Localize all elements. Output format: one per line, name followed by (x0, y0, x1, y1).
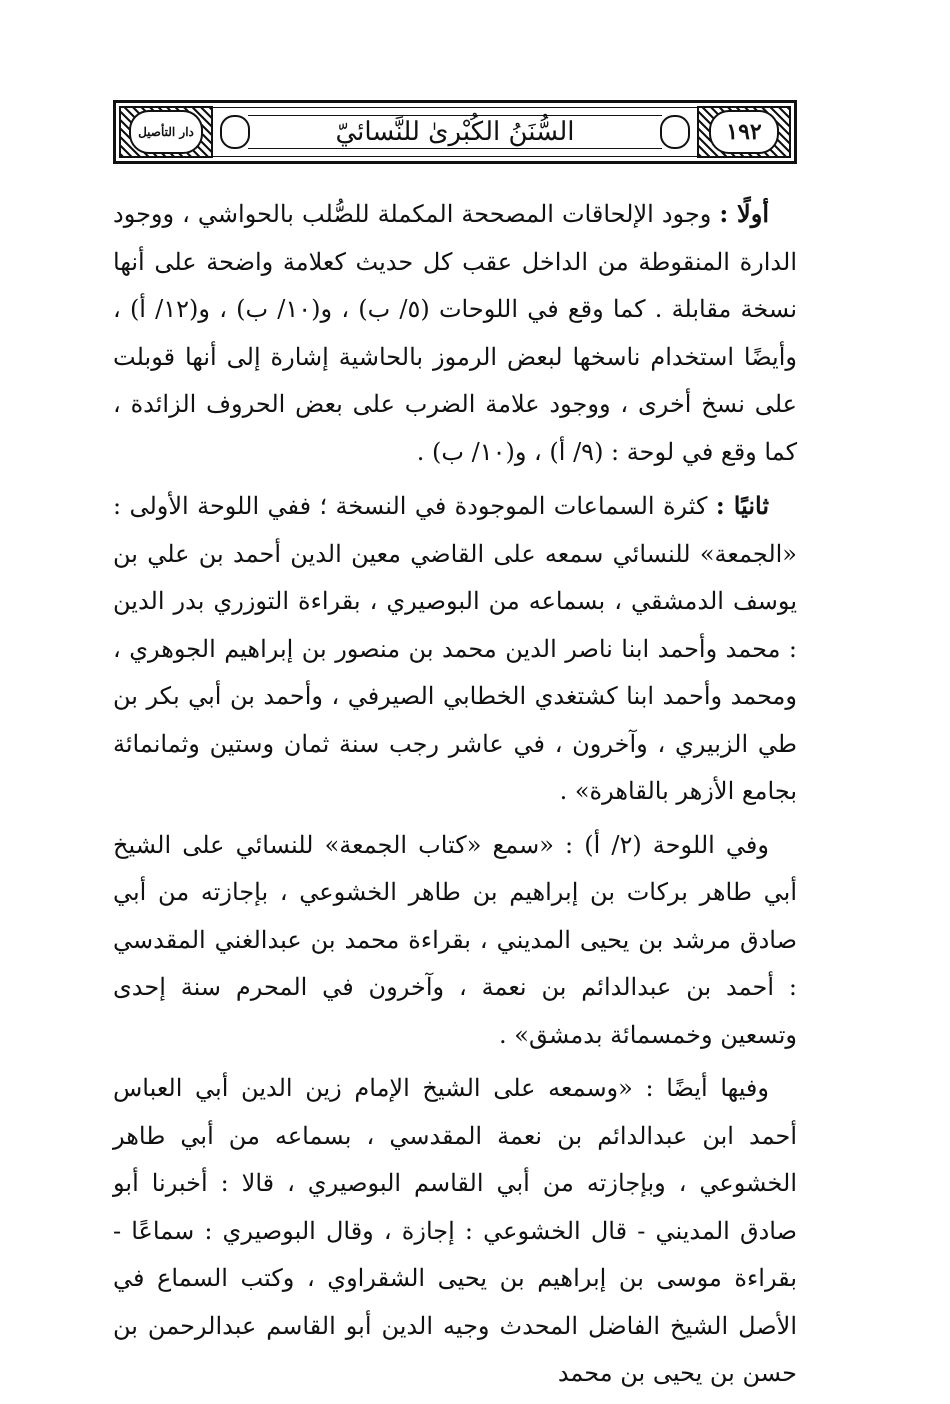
paragraph-text: وفي اللوحة (٢/ أ) : «سمع «كتاب الجمعة» للنسائي على الشيخ أبي طاهر بركات بن إبراهيم بن طاهر الخشوعي ، بإجازته من أبي صادق مرشد بن يحيى المديني ، بقراءة محمد بن عبدالغني المقدسي : أحمد بن عبدالدائم بن نعمة ، وآخرون في المحرم سنة إحدى وتسعين وخمسمائة بدمشق» . (113, 830, 797, 1049)
book-title: السُّنَنُ الكُبْرىٰ للنَّسائيّ (335, 117, 575, 147)
scroll-ornament-left-icon (220, 115, 250, 149)
page-header (113, 100, 797, 164)
paragraph-3 (113, 822, 797, 1060)
paragraph-4 (113, 1065, 797, 1398)
paragraph-1 (113, 190, 797, 476)
paragraph-text: وجود الإلحاقات المصححة المكملة للصُّلب بالحواشي ، ووجود الدارة المنقوطة من الداخل عقب كل حديث كعلامة واضحة على أنها نسخة مقابلة . كما وقع في اللوحات (٥/ ب) ، و(١٠/ ب) ، و(١٢/ أ) ، وأيضًا استخدام ناسخها لبعض الرموز بالحاشية إشارة إلى أنها قوبلت على نسخ أخرى ، ووجود علامة الضرب على بعض الحروف الزائدة ، كما وقع في لوحة : (٩/ أ) ، و(١٠/ ب) . (113, 200, 798, 466)
page-body (113, 190, 797, 1404)
paragraph-lead: أولًا : (719, 199, 769, 228)
scroll-ornament-right-icon (660, 115, 690, 149)
paragraph-2 (113, 482, 797, 816)
page-number: ١٩٢ (709, 110, 779, 154)
ornament-right (697, 106, 791, 158)
paragraph-text: كثرة السماعات الموجودة في النسخة ؛ ففي اللوحة الأولى : «الجمعة» للنسائي سمعه على القاضي معين الدين أحمد بن علي بن يوسف الدمشقي ، بسماعه من البوصيري ، بقراءة التوزري بدر الدين : محمد وأحمد ابنا ناصر الدين محمد بن منصور بن إبراهيم الجوهري ، ومحمد وأحمد ابنا كشتغدي الخطابي الصيرفي ، وأحمد بن أبي بكر بن طي الزبيري ، وآخرون ، في عاشر رجب سنة ثمان وستين وثمانمائة بجامع الأزهر بالقاهرة» . (113, 492, 797, 805)
paragraph-lead: ثانيًا : (715, 491, 769, 520)
ornament-left (119, 106, 213, 158)
publisher-logo: دار التأصيل (129, 110, 203, 154)
paragraph-text: وفيها أيضًا : «وسمعه على الشيخ الإمام زين الدين أبي العباس أحمد ابن عبدالدائم بن نعمة المقدسي ، بسماعه من أبي طاهر الخشوعي ، وبإجازته من أبي القاسم البوصيري ، قالا : أخبرنا أبو صادق المديني - قال الخشوعي : إجازة ، وقال البوصيري : سماعًا - بقراءة موسى بن إبراهيم بن يحيى الشقراوي ، وكتب السماع في الأصل الشيخ الفاضل المحدث وجيه الدين أبو القاسم عبدالرحمن بن حسن بن يحيى بن محمد (113, 1074, 797, 1387)
header-title-band (248, 115, 662, 149)
